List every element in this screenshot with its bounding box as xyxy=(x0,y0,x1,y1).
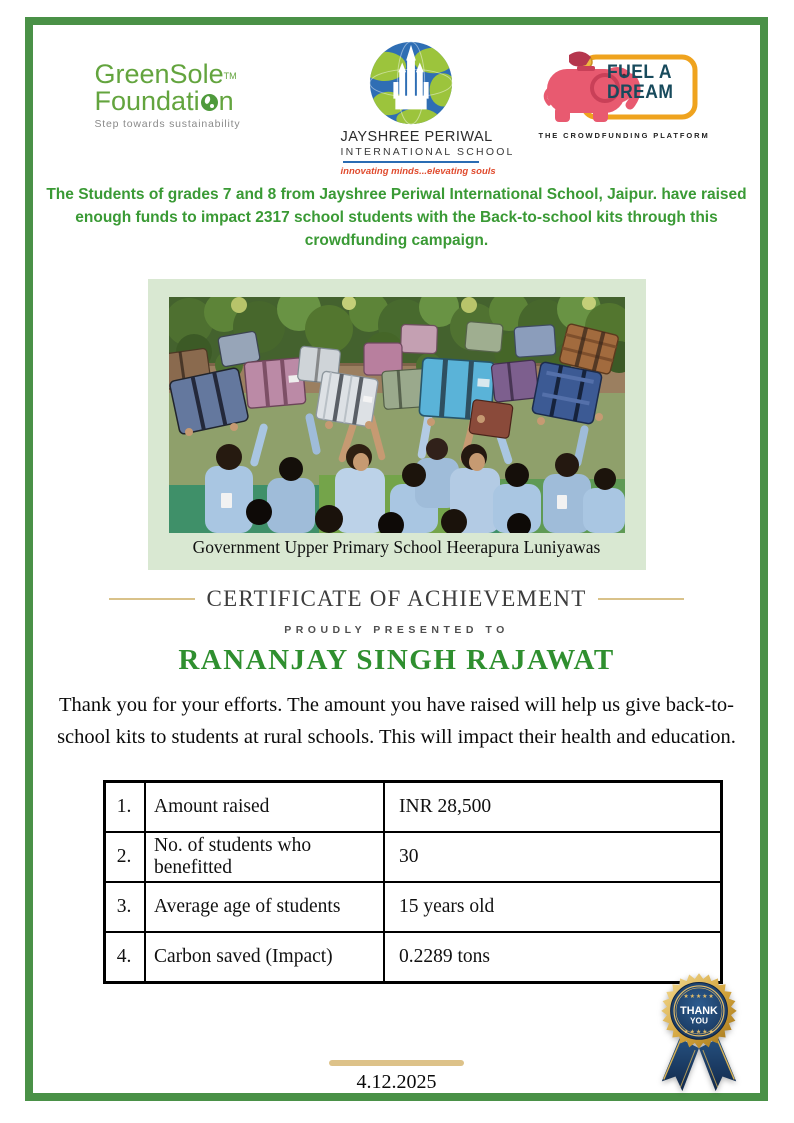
row-label: Amount raised xyxy=(145,782,384,833)
fad-line1: FUEL A xyxy=(606,62,672,83)
row-value: INR 28,500 xyxy=(384,782,722,833)
jpis-tagline: innovating minds...elevating souls xyxy=(340,166,496,177)
greensole-wordmark xyxy=(95,61,283,88)
row-value: 15 years old xyxy=(384,882,722,932)
jpis-school-logo xyxy=(340,39,515,177)
greensole-tagline: Step towards sustainability xyxy=(94,118,241,130)
table-row xyxy=(105,782,722,833)
fuel-a-dream-wordmark xyxy=(607,63,673,103)
jpis-name-line2: INTERNATIONAL SCHOOL xyxy=(340,146,515,158)
gold-divider xyxy=(329,1060,464,1066)
certificate-title: CERTIFICATE OF ACHIEVEMENT xyxy=(206,586,587,611)
row-number: 2. xyxy=(105,832,146,882)
seal-stars-top: ★★★★★ xyxy=(683,994,715,1001)
foundation-text-right: n xyxy=(218,86,234,116)
greensole-foundation-word xyxy=(95,88,283,115)
greensole-foundation-logo xyxy=(95,61,283,130)
trademark-symbol: TM xyxy=(223,71,237,81)
recipient-name: RANANJAY SINGH RAJAWAT xyxy=(178,644,615,676)
row-value: 30 xyxy=(384,832,722,882)
table-row xyxy=(105,932,722,983)
row-label: No. of students who benefitted xyxy=(145,832,384,882)
row-number: 4. xyxy=(105,932,146,983)
row-value: 0.2289 tons xyxy=(384,932,722,983)
row-label: Average age of students xyxy=(145,882,384,932)
jpis-divider xyxy=(343,161,479,163)
impact-table xyxy=(103,780,723,984)
table-row xyxy=(105,882,722,932)
heading-rule-right xyxy=(598,598,684,600)
presented-label: PROUDLY PRESENTED TO xyxy=(284,624,509,636)
thank-you-message: Thank you for your efforts. The amount you have raised will help us give back-to-school kits to students at rural schools. This will impact their health and education. xyxy=(57,694,736,748)
fad-tagline: THE CROWDFUNDING PLATFORM xyxy=(538,131,710,140)
seal-text-you: YOU xyxy=(690,1015,708,1026)
campaign-statement: The Students of grades 7 and 8 from Jayshree Periwal International School, Jaipur. have raised enough funds to impact 2317 school students with the Back-to-school kits through this crowdfunding campaign. xyxy=(46,186,747,249)
page-border-frame xyxy=(25,17,768,1101)
certificate-heading-row xyxy=(109,586,684,612)
foundation-text-left: Foundati xyxy=(94,86,200,116)
jpis-name-line1: JAYSHREE PERIWAL xyxy=(340,129,493,145)
date-label: 4.12.2025 xyxy=(356,1071,437,1093)
row-number: 3. xyxy=(105,882,146,932)
heading-rule-left xyxy=(109,598,195,600)
row-number: 1. xyxy=(105,782,146,833)
photo-illustration xyxy=(169,297,625,533)
footprint-icon xyxy=(201,94,218,111)
photo-panel xyxy=(148,279,646,570)
globe-castle-icon xyxy=(367,39,455,127)
table-row xyxy=(105,832,722,882)
seal-text-thank: THANK xyxy=(680,1004,718,1017)
photo-caption: Government Upper Primary School Heerapura Luniyawas xyxy=(192,537,601,557)
row-label: Carbon saved (Impact) xyxy=(145,932,384,983)
thank-you-badge xyxy=(650,962,748,1099)
greensole-name: GreenSole xyxy=(94,59,224,89)
fuel-a-dream-logo xyxy=(538,51,710,140)
logo-header xyxy=(33,39,760,177)
seal-stars-bottom: ★★★★★ xyxy=(683,1029,715,1036)
fad-line2: DREAM xyxy=(606,82,673,103)
